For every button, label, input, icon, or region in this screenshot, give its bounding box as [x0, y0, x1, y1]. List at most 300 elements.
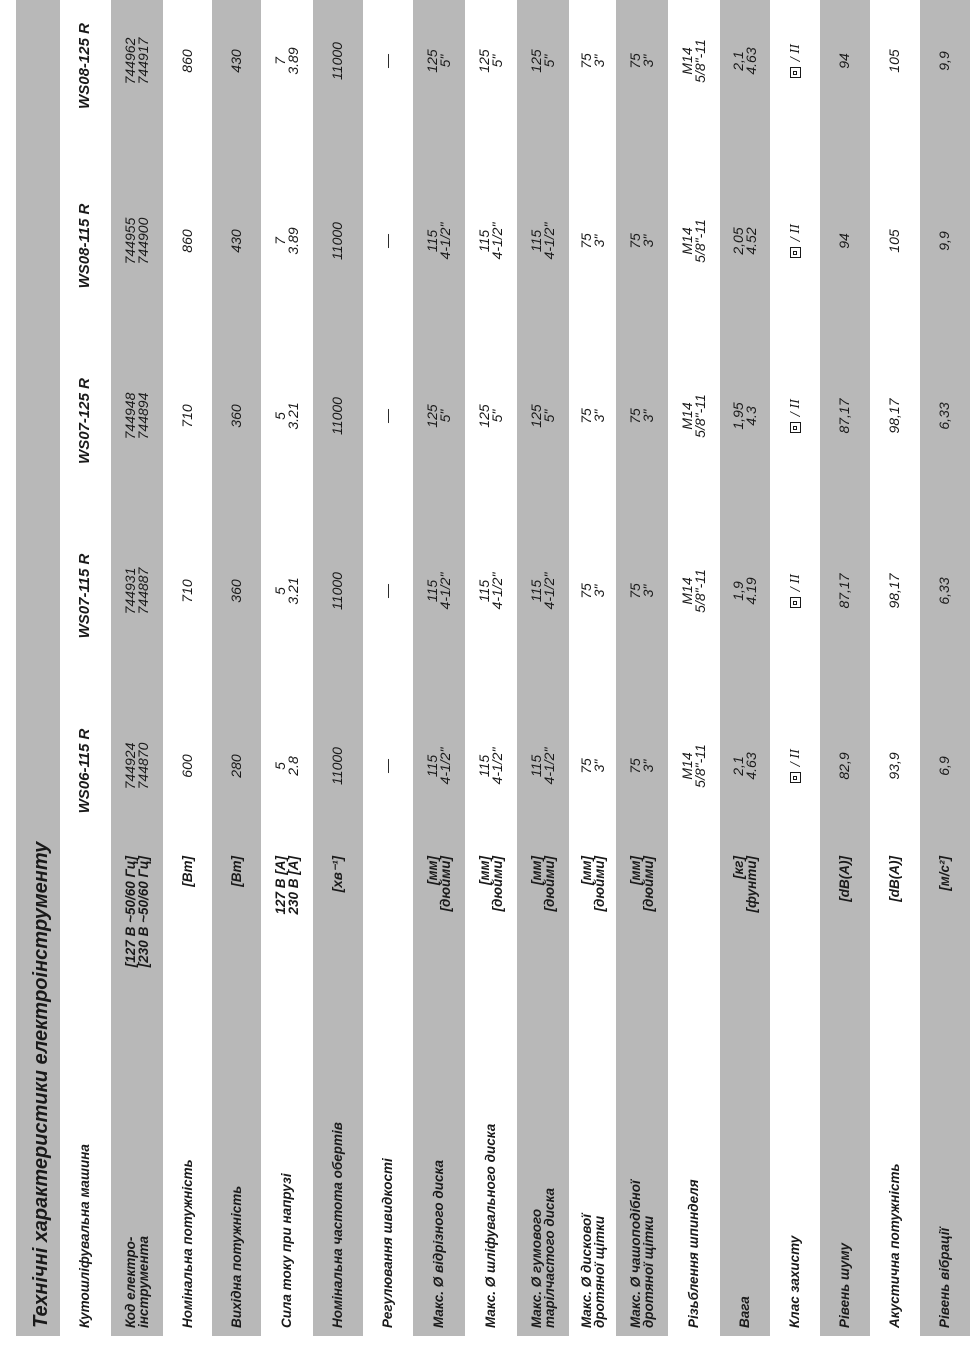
- protection-class-icon: [790, 772, 801, 783]
- value-cell: [331, 721, 344, 811]
- value-line: 93,9: [886, 752, 902, 780]
- value-line: 3": [590, 584, 607, 598]
- value-line: 82,9: [836, 752, 852, 780]
- value-line: M14: [679, 227, 695, 255]
- value-line: 744900: [135, 217, 151, 265]
- value-line: 75: [627, 583, 643, 599]
- value-line: 75: [577, 408, 594, 424]
- row-label: [580, 1214, 606, 1328]
- value-line: 75: [627, 233, 643, 249]
- row-unit-line: [мм]: [529, 856, 544, 885]
- value-line: 4-1/2": [489, 222, 505, 260]
- row-unit-line: [дюйми]: [591, 856, 607, 912]
- row-label-line: Регулювання швидкості: [380, 1158, 395, 1328]
- value-line: 115: [424, 754, 440, 778]
- value-line: 280: [227, 754, 244, 778]
- value-line: 75: [627, 758, 643, 774]
- value-line: 125: [476, 49, 492, 73]
- value-line: 744924: [122, 742, 138, 790]
- value-line: —: [379, 54, 395, 68]
- value-line: 4-1/2": [541, 747, 557, 785]
- value-line: 1,9: [730, 581, 746, 601]
- value-line: 5": [437, 409, 453, 423]
- value-cell: [426, 371, 452, 461]
- value-cell: [788, 721, 802, 811]
- value-line: M14: [679, 402, 695, 430]
- value-line: 7: [272, 57, 288, 65]
- row-label: [788, 1236, 801, 1328]
- table-row: [413, 0, 465, 1336]
- value-cell: [629, 16, 655, 106]
- value-cell: [732, 721, 758, 811]
- row-unit-line: [м/с²]: [937, 856, 952, 891]
- value-line: 744948: [122, 392, 138, 440]
- value-cell: [178, 371, 195, 461]
- value-cell: [888, 721, 901, 811]
- value-cell: [331, 196, 344, 286]
- value-cell: [629, 371, 655, 461]
- value-cell: [124, 196, 150, 286]
- value-cell: [788, 371, 802, 461]
- row-unit: [181, 856, 194, 887]
- row-label-line: дротяної щітки: [591, 1215, 607, 1328]
- value-line: 5: [272, 762, 288, 770]
- row-label: [230, 1186, 243, 1328]
- row-label-line: Макс. Ø гумового: [529, 1208, 544, 1328]
- value-line: M14: [679, 752, 695, 780]
- row-label-line: Макс. Ø чашоподібної: [628, 1180, 643, 1328]
- value-line: 9,9: [936, 231, 952, 251]
- row-unit-line: [dB(A)]: [837, 856, 852, 902]
- value-cell: [577, 371, 607, 461]
- value-line: 125: [528, 49, 544, 73]
- table-row: [569, 0, 616, 1336]
- row-unit-line: [дюйми]: [438, 856, 453, 912]
- value-line: 4-1/2": [437, 572, 453, 610]
- value-cell: [426, 16, 452, 106]
- value-cell: [681, 371, 707, 461]
- row-unit: [838, 856, 851, 902]
- value-line: 4.3: [743, 406, 759, 426]
- value-cell: [227, 721, 244, 811]
- value-line: 115: [528, 229, 544, 253]
- value-line: 75: [577, 53, 594, 69]
- table-row: [111, 0, 163, 1336]
- value-cell: [478, 371, 504, 461]
- row-label: [432, 1160, 445, 1328]
- value-cell: [478, 196, 504, 286]
- page-title: Технічні характеристики електроінструменту: [30, 841, 52, 1328]
- value-cell: [274, 371, 300, 461]
- value-line: 744870: [135, 742, 151, 790]
- row-label: [938, 1228, 951, 1328]
- row-label-line: Рівень вібрації: [937, 1227, 952, 1328]
- value-cell: [124, 16, 150, 106]
- specs-table: [16, 0, 952, 1336]
- value-line: 744894: [135, 392, 151, 440]
- value-cell: [178, 16, 195, 106]
- row-unit-line: [230 В ~50/60 Гц]: [136, 856, 151, 968]
- value-line: 115: [476, 754, 492, 778]
- value-line: 860: [178, 229, 195, 253]
- value-line: 115: [476, 229, 492, 253]
- row-unit: [629, 856, 655, 912]
- value-line: 4.52: [743, 227, 759, 255]
- value-line: 3.89: [285, 47, 301, 75]
- row-unit-line: [кг]: [731, 856, 746, 880]
- value-line: 5": [489, 54, 505, 68]
- value-cell: [732, 16, 758, 106]
- row-unit: [124, 856, 150, 967]
- model-header: WS07-125 R: [76, 378, 93, 464]
- row-label: [124, 1236, 150, 1328]
- value-line: 744955: [122, 217, 138, 265]
- value-line: 11000: [329, 747, 345, 785]
- value-line: 105: [886, 229, 902, 253]
- value-line: 11000: [329, 42, 345, 80]
- value-line: 115: [528, 579, 544, 603]
- row-label-line: Макс. Ø відрізного диска: [431, 1159, 446, 1328]
- value-line: 5: [272, 587, 288, 595]
- value-line: 6,9: [936, 756, 952, 776]
- value-cell: [629, 721, 655, 811]
- value-cell: [838, 371, 851, 461]
- row-unit-line: [Вт]: [179, 856, 195, 887]
- row-unit-line: [фунти]: [744, 856, 759, 913]
- value-line: 98,17: [886, 398, 902, 434]
- value-cell: [227, 16, 244, 106]
- value-line: —: [379, 409, 395, 423]
- protection-class-icon: [790, 422, 801, 433]
- value-line: 4-1/2": [437, 222, 453, 260]
- value-line: 2.8: [285, 756, 301, 776]
- value-line: 4-1/2": [541, 222, 557, 260]
- table-row: [770, 0, 820, 1336]
- row-label: [738, 1296, 751, 1328]
- value-line: 5/8"-11: [692, 39, 708, 83]
- value-line: 5": [437, 54, 453, 68]
- value-cell: [530, 371, 556, 461]
- value-line: 744962: [122, 37, 138, 85]
- table-row: [313, 0, 363, 1336]
- value-cell: [938, 16, 951, 106]
- value-line: 744917: [135, 37, 151, 85]
- row-label: [484, 1124, 497, 1328]
- value-line: 5/8"-11: [692, 569, 708, 613]
- row-label-line: Різьблення шпинделя: [686, 1179, 701, 1328]
- value-cell: [838, 16, 851, 106]
- value-line: 75: [627, 408, 643, 424]
- value-line: 125: [528, 404, 544, 428]
- row-unit-line: [хв⁻¹]: [330, 856, 345, 893]
- row-unit-line: [127 В ~50/60 Гц]: [123, 856, 138, 968]
- protection-class-value: / II: [787, 573, 802, 592]
- row-unit-line: [дюйми]: [542, 856, 557, 912]
- value-line: 94: [836, 233, 852, 249]
- value-cell: [530, 196, 556, 286]
- model-header: WS06-115 R: [76, 728, 93, 814]
- value-line: 3": [640, 409, 656, 423]
- value-line: —: [379, 759, 395, 773]
- value-cell: [331, 16, 344, 106]
- row-unit: [426, 856, 452, 912]
- value-line: 360: [227, 404, 244, 428]
- value-line: 710: [178, 404, 195, 428]
- value-cell: [938, 721, 951, 811]
- table-row: [820, 0, 870, 1336]
- value-cell: [227, 196, 244, 286]
- row-unit-line: [мм]: [425, 856, 440, 885]
- value-line: 11000: [329, 222, 345, 260]
- value-cell: [124, 371, 150, 461]
- value-line: 4.19: [743, 577, 759, 605]
- value-line: 115: [424, 579, 440, 603]
- value-cell: [178, 546, 195, 636]
- value-cell: [788, 196, 802, 286]
- value-cell: [227, 546, 244, 636]
- value-line: 3.21: [285, 577, 301, 605]
- value-cell: [426, 546, 452, 636]
- row-unit-line: [мм]: [477, 856, 492, 885]
- row-label: [687, 1179, 700, 1328]
- value-cell: [478, 546, 504, 636]
- value-line: 4-1/2": [541, 572, 557, 610]
- value-line: 5/8"-11: [692, 219, 708, 263]
- value-cell: [788, 546, 802, 636]
- title-band: [16, 0, 60, 1336]
- row-unit-line: [мм]: [578, 856, 594, 885]
- value-line: 2,1: [730, 51, 746, 71]
- value-line: —: [379, 584, 395, 598]
- row-unit-line: [мм]: [628, 856, 643, 885]
- row-label: [838, 1243, 851, 1328]
- table-row: [261, 0, 313, 1336]
- value-line: 3": [640, 54, 656, 68]
- model-header: WS08-115 R: [76, 203, 93, 289]
- protection-class-icon: [790, 247, 801, 258]
- protection-class-value: / II: [787, 398, 802, 417]
- value-cell: [381, 371, 394, 461]
- value-line: 430: [227, 49, 244, 73]
- row-unit-line: [dB(A)]: [887, 856, 902, 902]
- row-label-line: дротяної щітки: [641, 1215, 656, 1328]
- value-line: M14: [679, 47, 695, 75]
- value-line: 3": [590, 409, 607, 423]
- value-cell: [331, 546, 344, 636]
- value-cell: [381, 721, 394, 811]
- value-line: 75: [577, 583, 594, 599]
- value-line: 87,17: [836, 573, 852, 609]
- model-header: WS08-125 R: [76, 23, 93, 109]
- value-line: 360: [227, 579, 244, 603]
- row-label: [888, 1163, 901, 1328]
- value-line: 710: [178, 579, 195, 603]
- value-line: 600: [178, 754, 195, 778]
- table-row: [920, 0, 970, 1336]
- protection-class-value: / II: [787, 43, 802, 62]
- value-line: 5": [541, 54, 557, 68]
- value-line: 11000: [329, 397, 345, 435]
- table-row: [465, 0, 517, 1336]
- row-label: [181, 1159, 194, 1328]
- value-cell: [629, 546, 655, 636]
- value-line: 75: [577, 233, 594, 249]
- table-row: [616, 0, 668, 1336]
- value-line: 4-1/2": [489, 747, 505, 785]
- row-label-line: тарілчастого диска: [542, 1187, 557, 1328]
- value-line: 94: [836, 53, 852, 69]
- row-unit: [331, 856, 344, 892]
- value-line: 5/8"-11: [692, 394, 708, 438]
- value-cell: [838, 196, 851, 286]
- value-cell: [888, 371, 901, 461]
- value-cell: [274, 546, 300, 636]
- value-line: 2,1: [730, 756, 746, 776]
- row-label-line: Вага: [737, 1296, 752, 1328]
- value-cell: [426, 721, 452, 811]
- value-cell: [227, 371, 244, 461]
- value-cell: [178, 196, 195, 286]
- value-line: M14: [679, 577, 695, 605]
- value-line: 5": [489, 409, 505, 423]
- row-label: [381, 1158, 394, 1328]
- value-cell: [381, 196, 394, 286]
- value-line: 744931: [122, 567, 138, 615]
- row-label: [530, 1188, 556, 1328]
- value-cell: [788, 16, 802, 106]
- value-cell: [681, 196, 707, 286]
- value-line: —: [379, 234, 395, 248]
- row-unit-line: [Вт]: [228, 856, 244, 887]
- value-line: 4.63: [743, 47, 759, 75]
- value-line: 3": [590, 54, 607, 68]
- row-label-line: Акустична потужність: [887, 1163, 902, 1328]
- value-line: 125: [424, 49, 440, 73]
- value-line: 5: [272, 412, 288, 420]
- value-cell: [331, 371, 344, 461]
- value-cell: [838, 721, 851, 811]
- value-line: 3": [640, 584, 656, 598]
- value-cell: [577, 196, 607, 286]
- value-line: 125: [476, 404, 492, 428]
- row-label-line: Вихідна потужність: [228, 1185, 244, 1328]
- value-line: 115: [424, 229, 440, 253]
- value-line: 6,33: [936, 402, 952, 430]
- row-unit-line: [дюйми]: [641, 856, 656, 912]
- row-label-line: Номінальна частота обертів: [330, 1122, 345, 1328]
- value-line: 3.89: [285, 227, 301, 255]
- row-unit: [580, 856, 606, 912]
- row-label-line: Код електро-: [123, 1236, 138, 1328]
- value-cell: [426, 196, 452, 286]
- value-cell: [577, 721, 607, 811]
- value-line: 3": [640, 759, 656, 773]
- row-label-line: Макс. Ø дискової: [578, 1213, 594, 1328]
- row-label: [331, 1122, 344, 1328]
- value-line: 4-1/2": [489, 572, 505, 610]
- value-cell: [577, 16, 607, 106]
- value-cell: [381, 546, 394, 636]
- value-line: 115: [528, 754, 544, 778]
- value-cell: [938, 546, 951, 636]
- row-label-line: Номінальна потужність: [179, 1159, 195, 1328]
- row-unit: [938, 856, 951, 891]
- value-cell: [274, 721, 300, 811]
- row-unit: [478, 856, 504, 912]
- value-cell: [629, 196, 655, 286]
- value-line: 5": [541, 409, 557, 423]
- value-line: 3": [590, 759, 607, 773]
- row-unit: [274, 856, 300, 915]
- value-cell: [888, 546, 901, 636]
- value-line: 11000: [329, 572, 345, 610]
- protection-class-icon: [790, 67, 801, 78]
- value-cell: [274, 196, 300, 286]
- value-line: 3": [640, 234, 656, 248]
- value-cell: [838, 546, 851, 636]
- row-unit: [888, 856, 901, 902]
- value-line: 5/8"-11: [692, 744, 708, 788]
- row-label: [280, 1173, 293, 1328]
- value-cell: [178, 721, 195, 811]
- table-row: [668, 0, 720, 1336]
- value-cell: [732, 196, 758, 286]
- value-cell: [732, 371, 758, 461]
- value-line: 3": [590, 234, 607, 248]
- value-cell: [577, 546, 607, 636]
- value-line: 98,17: [886, 573, 902, 609]
- value-cell: [938, 196, 951, 286]
- row-unit-line: 230 В [A]: [286, 856, 301, 915]
- value-line: 430: [227, 229, 244, 253]
- row-label-line: Сила току при напрузі: [279, 1173, 294, 1328]
- row-unit-line: [дюйми]: [490, 856, 505, 912]
- protection-class-value: / II: [787, 748, 802, 767]
- value-line: 6,33: [936, 577, 952, 605]
- value-line: 125: [424, 404, 440, 428]
- value-cell: [888, 16, 901, 106]
- value-line: 4.63: [743, 752, 759, 780]
- protection-class-value: / II: [787, 223, 802, 242]
- value-cell: [888, 196, 901, 286]
- value-line: 4-1/2": [437, 747, 453, 785]
- value-line: 1,95: [730, 402, 746, 430]
- value-line: 9,9: [936, 51, 952, 71]
- value-line: 115: [476, 579, 492, 603]
- table-row: [517, 0, 569, 1336]
- table-row: [163, 0, 212, 1336]
- row-unit-line: 127 В [A]: [273, 856, 288, 915]
- table-row: [720, 0, 770, 1336]
- row-label: [629, 1180, 655, 1328]
- row-label-line: Рівень шуму: [837, 1242, 852, 1328]
- value-line: 2,05: [730, 227, 746, 255]
- value-cell: [681, 16, 707, 106]
- value-cell: [274, 16, 300, 106]
- row-unit: [732, 856, 758, 913]
- value-line: 75: [577, 758, 594, 774]
- value-line: 744887: [135, 567, 151, 615]
- value-line: 87,17: [836, 398, 852, 434]
- value-line: 105: [886, 49, 902, 73]
- value-cell: [530, 16, 556, 106]
- value-cell: [124, 546, 150, 636]
- value-cell: [530, 721, 556, 811]
- value-cell: [124, 721, 150, 811]
- row-label-line: інструмента: [136, 1236, 151, 1328]
- value-cell: [732, 546, 758, 636]
- value-line: 7: [272, 237, 288, 245]
